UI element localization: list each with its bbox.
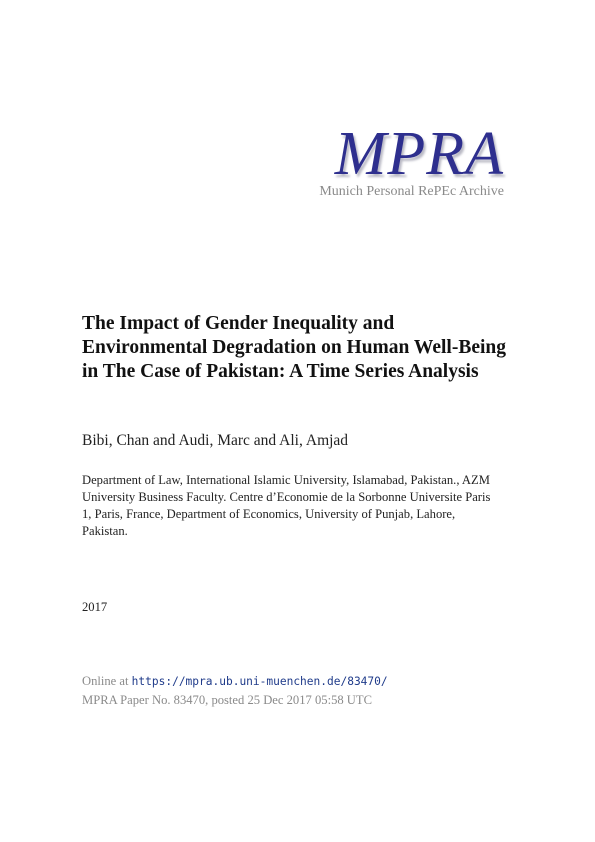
paper-affiliation: Department of Law, International Islamic University, Islamabad, Pakistan., AZM University Business Faculty. Centre d’Economie de la Sorbonne Universite Paris 1, Paris, France, Department of Economics, University of Punjab, Lahore, Pakistan. [82, 473, 491, 538]
paper-year: 2017 [82, 600, 108, 614]
archive-footer [82, 672, 542, 709]
logo-mark: MPRA [334, 120, 504, 188]
paper-info: MPRA Paper No. 83470, posted 25 Dec 2017 05:58 UTC [82, 693, 372, 707]
online-line [82, 672, 542, 691]
paper-authors: Bibi, Chan and Audi, Marc and Ali, Amjad [82, 432, 349, 449]
logo-subtitle: Munich Personal RePEc Archive [319, 184, 504, 199]
online-prefix: Online at [82, 674, 132, 688]
paper-url-link[interactable]: https://mpra.ub.uni-muenchen.de/83470/ [131, 675, 388, 688]
paper-title: The Impact of Gender Inequality and Environmental Degradation on Human Well-Being in The Case of Pakistan: A Time Series Analysis [82, 313, 506, 382]
mpra-logo [300, 122, 510, 200]
